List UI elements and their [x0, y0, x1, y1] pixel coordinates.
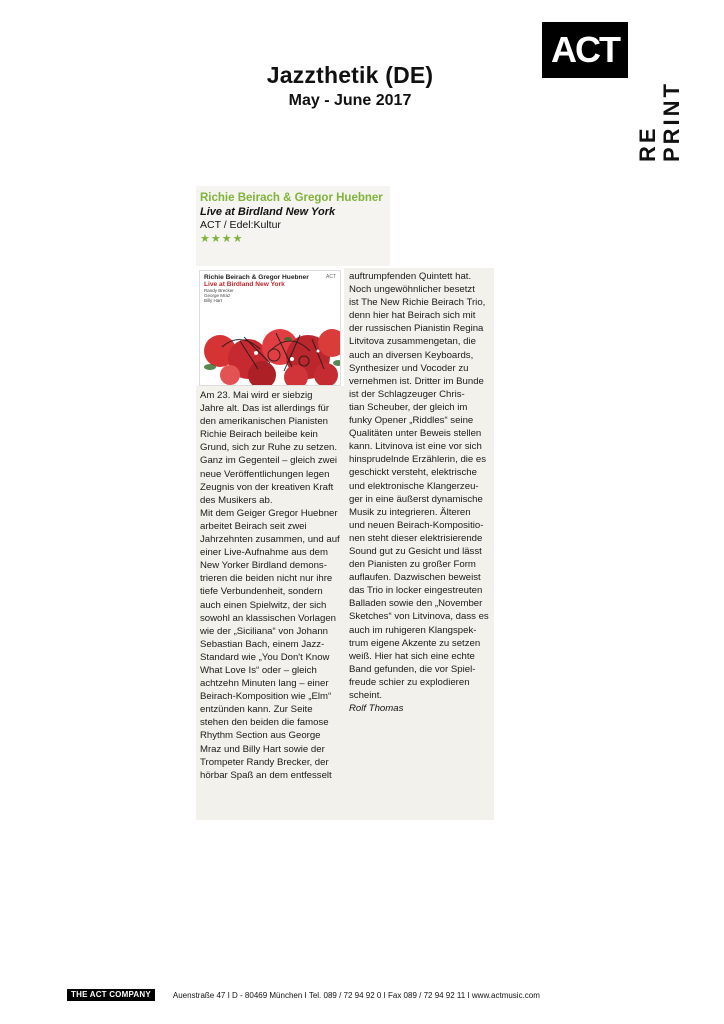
cover-act-logo: ACT	[326, 274, 336, 280]
cover-title: Richie Beirach & Gregor Huebner	[204, 274, 309, 281]
album-cover	[199, 270, 341, 386]
act-logo: ACT	[542, 22, 628, 78]
cover-musicians: Randy Brecker George Mraz Billy Hart	[204, 288, 234, 303]
review-header	[196, 186, 390, 266]
review-text-column-2: auftrumpfenden Quintett hat. Noch ungewöhnlicher besetzt ist The New Richie Beirach Trio, denn hier hat Beirach sich mit der russischen Pianistin Regina Litvitova zusammengetan, die auch an diversen Keyboards, Synthesizer und Vocoder zu vernehmen ist. Dritter im Bunde ist der Schlagzeuger Chris- tian Scheuber, der gleich im funky Opener „Riddles“ seine Qualitäten unter Beweis stellen kann. Litvinova ist eine vor sich hinsprudelnde Erzählerin, die es geschickt versteht, elektrische und elektronische Klangerzeu- ger in eine äußerst dynamische Musik zu integrieren. Älteren und neuen Beirach-Kompositio- nen steht dieser elektrisierende Sound gut zu Gesicht und lässt den Pianisten zu großer Form auflaufen. Dazwischen beweist das Trio in locker eingestreuten Balladen sowie den „November Sketches“ von Litvinova, dass es auch im ruhigeren Klangspek- trum eigene Akzente zu setzen weiß. Hier hat sich eine echte Band gefunden, die vor Spiel- freude schier zu explodieren scheint.	[349, 271, 489, 701]
reprint-line-1: RE	[635, 125, 660, 162]
review-label: ACT / Edel:Kultur	[200, 219, 281, 231]
review-column-1	[196, 386, 344, 820]
publication-title: Jazzthetik (DE)	[266, 62, 434, 88]
review-column-2	[344, 268, 494, 820]
page-footer	[67, 988, 540, 1002]
rating-stars: ★★★★	[200, 233, 244, 245]
review-album: Live at Birdland New York	[200, 206, 336, 218]
review-text-column-1: Am 23. Mai wird er siebzig Jahre alt. Das ist allerdings für den amerikanischen Pianisten Richie Beirach beileibe kein Grund, sich zur Ruhe zu setzen. Ganz im Gegenteil – gleich zwei neue Veröffentlichungen legen Zeugnis von der kreativen Kraft des Musikers ab. Mit dem Geiger Gregor Huebner arbeitet Beirach seit zwei Jahrzehnten zusammen, und auf einer Live-Aufnahme aus dem New Yorker Birdland demons- trieren die beiden nicht nur ihre tiefe Verbundenheit, sondern auch einen Spielwitz, der sich sowohl an klassischen Vorlagen wie der „Siciliana“ von Johann Sebastian Bach, einem Jazz- Standard wie „You Don't Know What Love Is“ oder – gleich achtzehn Minuten lang – einer Beirach-Komposition wie „Elm“ entzünden kann. Zur Seite stehen den beiden die famose Rhythm Section aus George Mraz und Billy Hart sowie der Trompeter Randy Brecker, der hörbar Spaß an dem entfesselt	[200, 390, 340, 781]
footer-address: Auenstraße 47 I D - 80469 München I Tel. 089 / 72 94 92 0 I Fax 089 / 72 94 92 11 I www.actmusic.com	[172, 990, 540, 1000]
review-clipping	[196, 186, 494, 820]
cover-subtitle: Live at Birdland New York	[204, 281, 285, 288]
publication-date: May - June 2017	[288, 92, 412, 109]
cover-text	[204, 274, 334, 303]
review-artist: Richie Beirach & Gregor Huebner	[200, 192, 383, 204]
footer-company-logo: THE ACT COMPANY	[67, 989, 155, 1001]
review-author: Rolf Thomas	[349, 703, 404, 715]
reprint-line-2: PRINT	[659, 81, 684, 162]
